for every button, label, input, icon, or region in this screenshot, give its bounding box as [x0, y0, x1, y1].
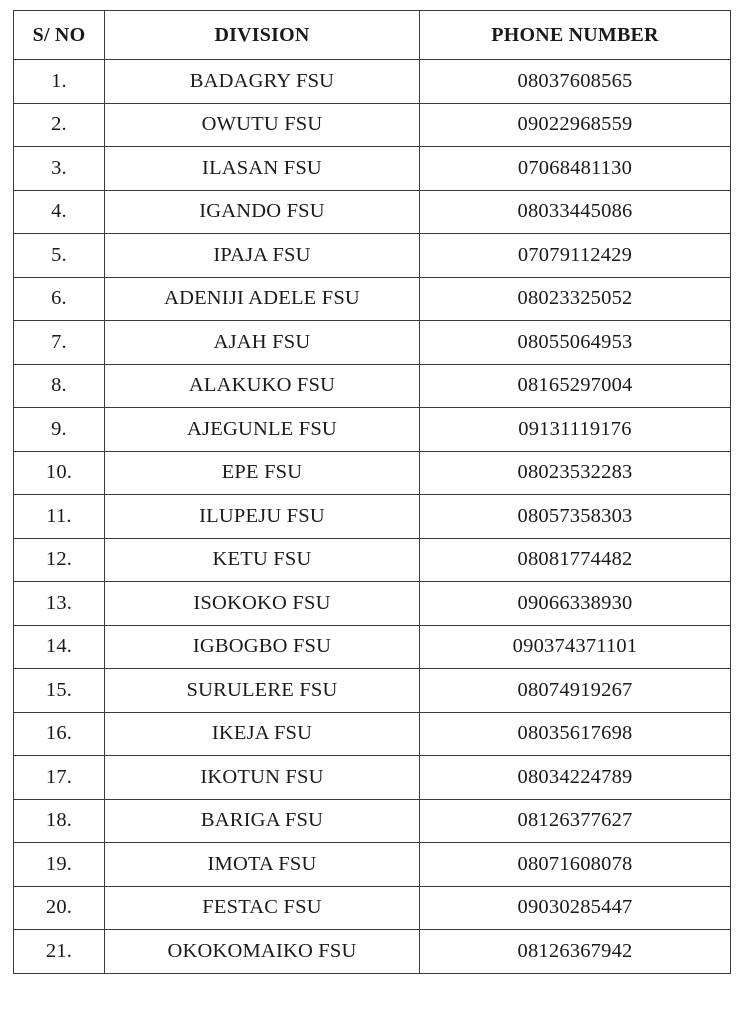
phone-cell: 08074919267 — [420, 669, 731, 713]
phone-cell: 07079112429 — [420, 234, 731, 278]
division-cell: BARIGA FSU — [105, 799, 420, 843]
division-cell: BADAGRY FSU — [105, 60, 420, 104]
phone-cell: 08037608565 — [420, 60, 731, 104]
division-cell: ISOKOKO FSU — [105, 582, 420, 626]
table-row — [14, 277, 731, 321]
sno-cell: 2. — [14, 103, 105, 147]
phone-cell: 08023325052 — [420, 277, 731, 321]
header-phone: PHONE NUMBER — [420, 11, 731, 60]
header-division: DIVISION — [105, 11, 420, 60]
sno-cell: 16. — [14, 712, 105, 756]
phone-cell: 08081774482 — [420, 538, 731, 582]
phone-cell: 08035617698 — [420, 712, 731, 756]
phone-cell: 09022968559 — [420, 103, 731, 147]
table-row — [14, 60, 731, 104]
table-row — [14, 582, 731, 626]
table-row — [14, 364, 731, 408]
division-cell: IKEJA FSU — [105, 712, 420, 756]
sno-cell: 21. — [14, 930, 105, 974]
phone-cell: 08071608078 — [420, 843, 731, 887]
phone-cell: 08057358303 — [420, 495, 731, 539]
table-row — [14, 408, 731, 452]
division-cell: AJAH FSU — [105, 321, 420, 365]
division-cell: ADENIJI ADELE FSU — [105, 277, 420, 321]
sno-cell: 10. — [14, 451, 105, 495]
phone-cell: 09030285447 — [420, 886, 731, 930]
sno-cell: 15. — [14, 669, 105, 713]
phone-cell: 07068481130 — [420, 147, 731, 191]
sno-cell: 1. — [14, 60, 105, 104]
phone-cell: 09066338930 — [420, 582, 731, 626]
phone-cell: 08023532283 — [420, 451, 731, 495]
division-cell: OKOKOMAIKO FSU — [105, 930, 420, 974]
table-row — [14, 103, 731, 147]
division-cell: ILASAN FSU — [105, 147, 420, 191]
table-row — [14, 712, 731, 756]
table-row — [14, 886, 731, 930]
division-cell: IGBOGBO FSU — [105, 625, 420, 669]
phone-cell: 08165297004 — [420, 364, 731, 408]
header-sno: S/ NO — [14, 11, 105, 60]
phone-cell: 09131119176 — [420, 408, 731, 452]
table-row — [14, 799, 731, 843]
division-cell: IPAJA FSU — [105, 234, 420, 278]
table-body — [14, 60, 731, 974]
sno-cell: 20. — [14, 886, 105, 930]
sno-cell: 6. — [14, 277, 105, 321]
table-row — [14, 451, 731, 495]
division-phone-table — [13, 10, 731, 974]
division-cell: OWUTU FSU — [105, 103, 420, 147]
division-cell: IKOTUN FSU — [105, 756, 420, 800]
division-cell: EPE FSU — [105, 451, 420, 495]
table-row — [14, 538, 731, 582]
table-row — [14, 756, 731, 800]
sno-cell: 19. — [14, 843, 105, 887]
table-row — [14, 930, 731, 974]
table-row — [14, 669, 731, 713]
division-cell: ALAKUKO FSU — [105, 364, 420, 408]
sno-cell: 5. — [14, 234, 105, 278]
table-row — [14, 190, 731, 234]
division-cell: AJEGUNLE FSU — [105, 408, 420, 452]
division-cell: KETU FSU — [105, 538, 420, 582]
division-cell: SURULERE FSU — [105, 669, 420, 713]
sno-cell: 12. — [14, 538, 105, 582]
phone-cell: 08126377627 — [420, 799, 731, 843]
division-cell: ILUPEJU FSU — [105, 495, 420, 539]
sno-cell: 17. — [14, 756, 105, 800]
sno-cell: 3. — [14, 147, 105, 191]
table-row — [14, 843, 731, 887]
sno-cell: 8. — [14, 364, 105, 408]
table-row — [14, 147, 731, 191]
sno-cell: 9. — [14, 408, 105, 452]
sno-cell: 7. — [14, 321, 105, 365]
division-cell: IMOTA FSU — [105, 843, 420, 887]
division-cell: IGANDO FSU — [105, 190, 420, 234]
table-row — [14, 625, 731, 669]
table-row — [14, 321, 731, 365]
sno-cell: 13. — [14, 582, 105, 626]
table-row — [14, 495, 731, 539]
phone-cell: 08055064953 — [420, 321, 731, 365]
sno-cell: 18. — [14, 799, 105, 843]
sno-cell: 14. — [14, 625, 105, 669]
header-row — [14, 11, 731, 60]
phone-cell: 08126367942 — [420, 930, 731, 974]
division-cell: FESTAC FSU — [105, 886, 420, 930]
table-row — [14, 234, 731, 278]
sno-cell: 4. — [14, 190, 105, 234]
sno-cell: 11. — [14, 495, 105, 539]
phone-cell: 090374371101 — [420, 625, 731, 669]
phone-cell: 08033445086 — [420, 190, 731, 234]
phone-cell: 08034224789 — [420, 756, 731, 800]
